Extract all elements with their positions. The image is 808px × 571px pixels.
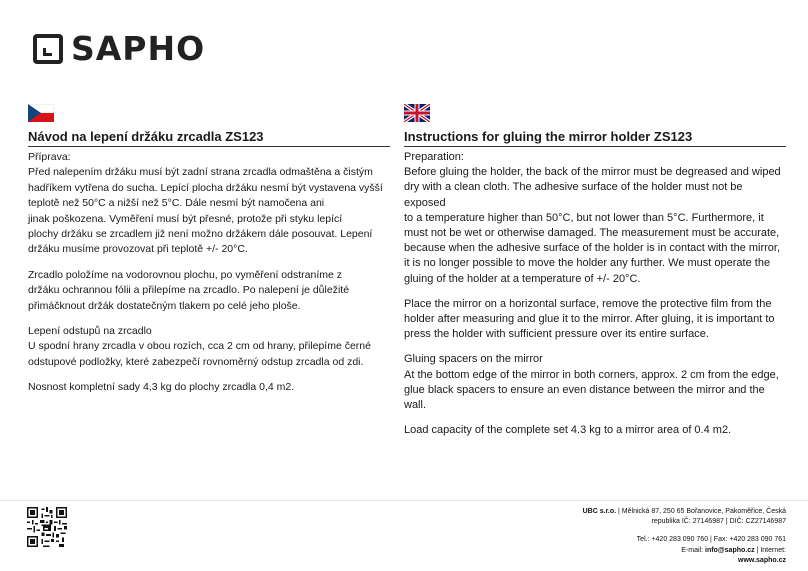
english-spacers-line: glue black spacers to ensure an even distance between the mirror and the wall. xyxy=(404,383,765,412)
company-name: UBC s.r.o. xyxy=(582,508,617,515)
english-place-line: Place the mirror on a horizontal surface, remove the protective film from the xyxy=(404,297,772,310)
czech-flag-icon xyxy=(28,104,54,122)
website-link[interactable]: www.sapho.cz xyxy=(738,556,786,564)
czech-title: Návod na lepení držáku zrcadla ZS123 xyxy=(28,129,390,147)
english-prep-line: it is no longer possible to move the holder any further. We must operate the xyxy=(404,257,771,270)
internet-label: | Internet: xyxy=(754,546,786,554)
czech-spacers-line: odstupové podložky, které zabezpečí rovnoměrný odstup zrcadla od zdi. xyxy=(28,355,364,368)
english-spacers-line: At the bottom edge of the mirror in both corners, approx. 2 cm from the edge, xyxy=(404,368,779,381)
email-link[interactable]: info@sapho.cz xyxy=(705,546,755,554)
english-spacers-heading: Gluing spacers on the mirror xyxy=(404,353,543,366)
czech-prep-line: teplotě než 50°C a nižší než 5°C. Dále nesmí být namočena ani xyxy=(28,197,325,210)
english-place-line: press the holder with sufficient pressure over its entire surface. xyxy=(404,328,709,341)
czech-spacers-heading: Lepení odstupů na zrcadlo xyxy=(28,325,152,338)
english-prep-line: to a temperature higher than 50°C, but not lower than 5°C. Furthermore, it xyxy=(404,211,764,224)
czech-place-line: držáku ochrannou fólii a přilepíme na zrcadlo. Po nalepení je důležité xyxy=(28,284,350,297)
english-prep-line: because when the adhesive surface of the holder is in contact with the mirror, xyxy=(404,242,781,255)
czech-prep-line: jinak poškozena. Vyměření musí být přesné, protože při styku lepící xyxy=(28,212,343,225)
czech-instructions xyxy=(28,129,390,396)
sapho-logo xyxy=(33,30,205,68)
company-phone: Tel.: +420 283 090 760 | Fax: +420 283 090 761 xyxy=(636,536,786,544)
czech-place-line: Zrcadlo položíme na vodorovnou plochu, po vyměření odstraníme z xyxy=(28,268,343,281)
czech-spacers-line: U spodní hrany zrcadla v obou rozích, cca 2 cm od hrany, přilepíme černé xyxy=(28,340,371,353)
footer-divider xyxy=(0,500,808,501)
english-prep-line: must not be wet or otherwise damaged. The measurement must be accurate, xyxy=(404,227,780,240)
separator: | xyxy=(616,508,622,515)
english-load-capacity: Load capacity of the complete set 4.3 kg to a mirror area of 0.4 m2. xyxy=(404,424,732,437)
qr-code-icon[interactable] xyxy=(27,507,67,547)
english-title: Instructions for gluing the mirror holder ZS123 xyxy=(404,129,786,147)
english-prep-line: gluing of the holder at a temperature of +/- 20°C. xyxy=(404,272,641,285)
uk-flag-icon xyxy=(404,104,430,122)
czech-prep-heading: Příprava: xyxy=(28,151,71,163)
company-address: Mělnická 87, 250 65 Bořanovice, Pakoměřice, Česká xyxy=(621,508,786,515)
czech-place-line: přimáčknout držák dostatečným tlakem po celé jeho ploše. xyxy=(28,299,301,312)
czech-prep-line: držáku musíme provozovat při teplotě +/- 20°C. xyxy=(28,243,248,256)
english-prep-line: Before gluing the holder, the back of the mirror must be degreased and wiped xyxy=(404,166,781,179)
company-ids: republika IČ: 27146987 | DIČ: CZ27146987 xyxy=(651,518,786,526)
brand-name: SAPHO xyxy=(71,29,206,68)
czech-load-capacity: Nosnost kompletní sady 4,3 kg do plochy zrcadla 0,4 m2. xyxy=(28,381,295,394)
company-info xyxy=(406,507,786,566)
english-prep-heading: Preparation: xyxy=(404,151,464,163)
english-place-line: holder after measuring and glue it to the mirror. After gluing, it is important to xyxy=(404,313,775,326)
email-prefix: E-mail: xyxy=(681,546,705,554)
english-instructions xyxy=(404,129,786,438)
english-prep-line: dry with a clean cloth. The adhesive surface of the holder must not be exposed xyxy=(404,181,743,209)
czech-prep-line: hadříkem vytřena do sucha. Lepící plocha držáku nesmí být vystavena vyšší xyxy=(28,181,383,194)
czech-prep-line: plochy držáku se zrcadlem již není možno držákem dále posouvat. Lepení xyxy=(28,228,373,241)
sapho-logo-mark xyxy=(33,34,63,64)
czech-prep-line: Před nalepením držáku musí být zadní strana zrcadla odmaštěna a čistým xyxy=(28,166,373,179)
